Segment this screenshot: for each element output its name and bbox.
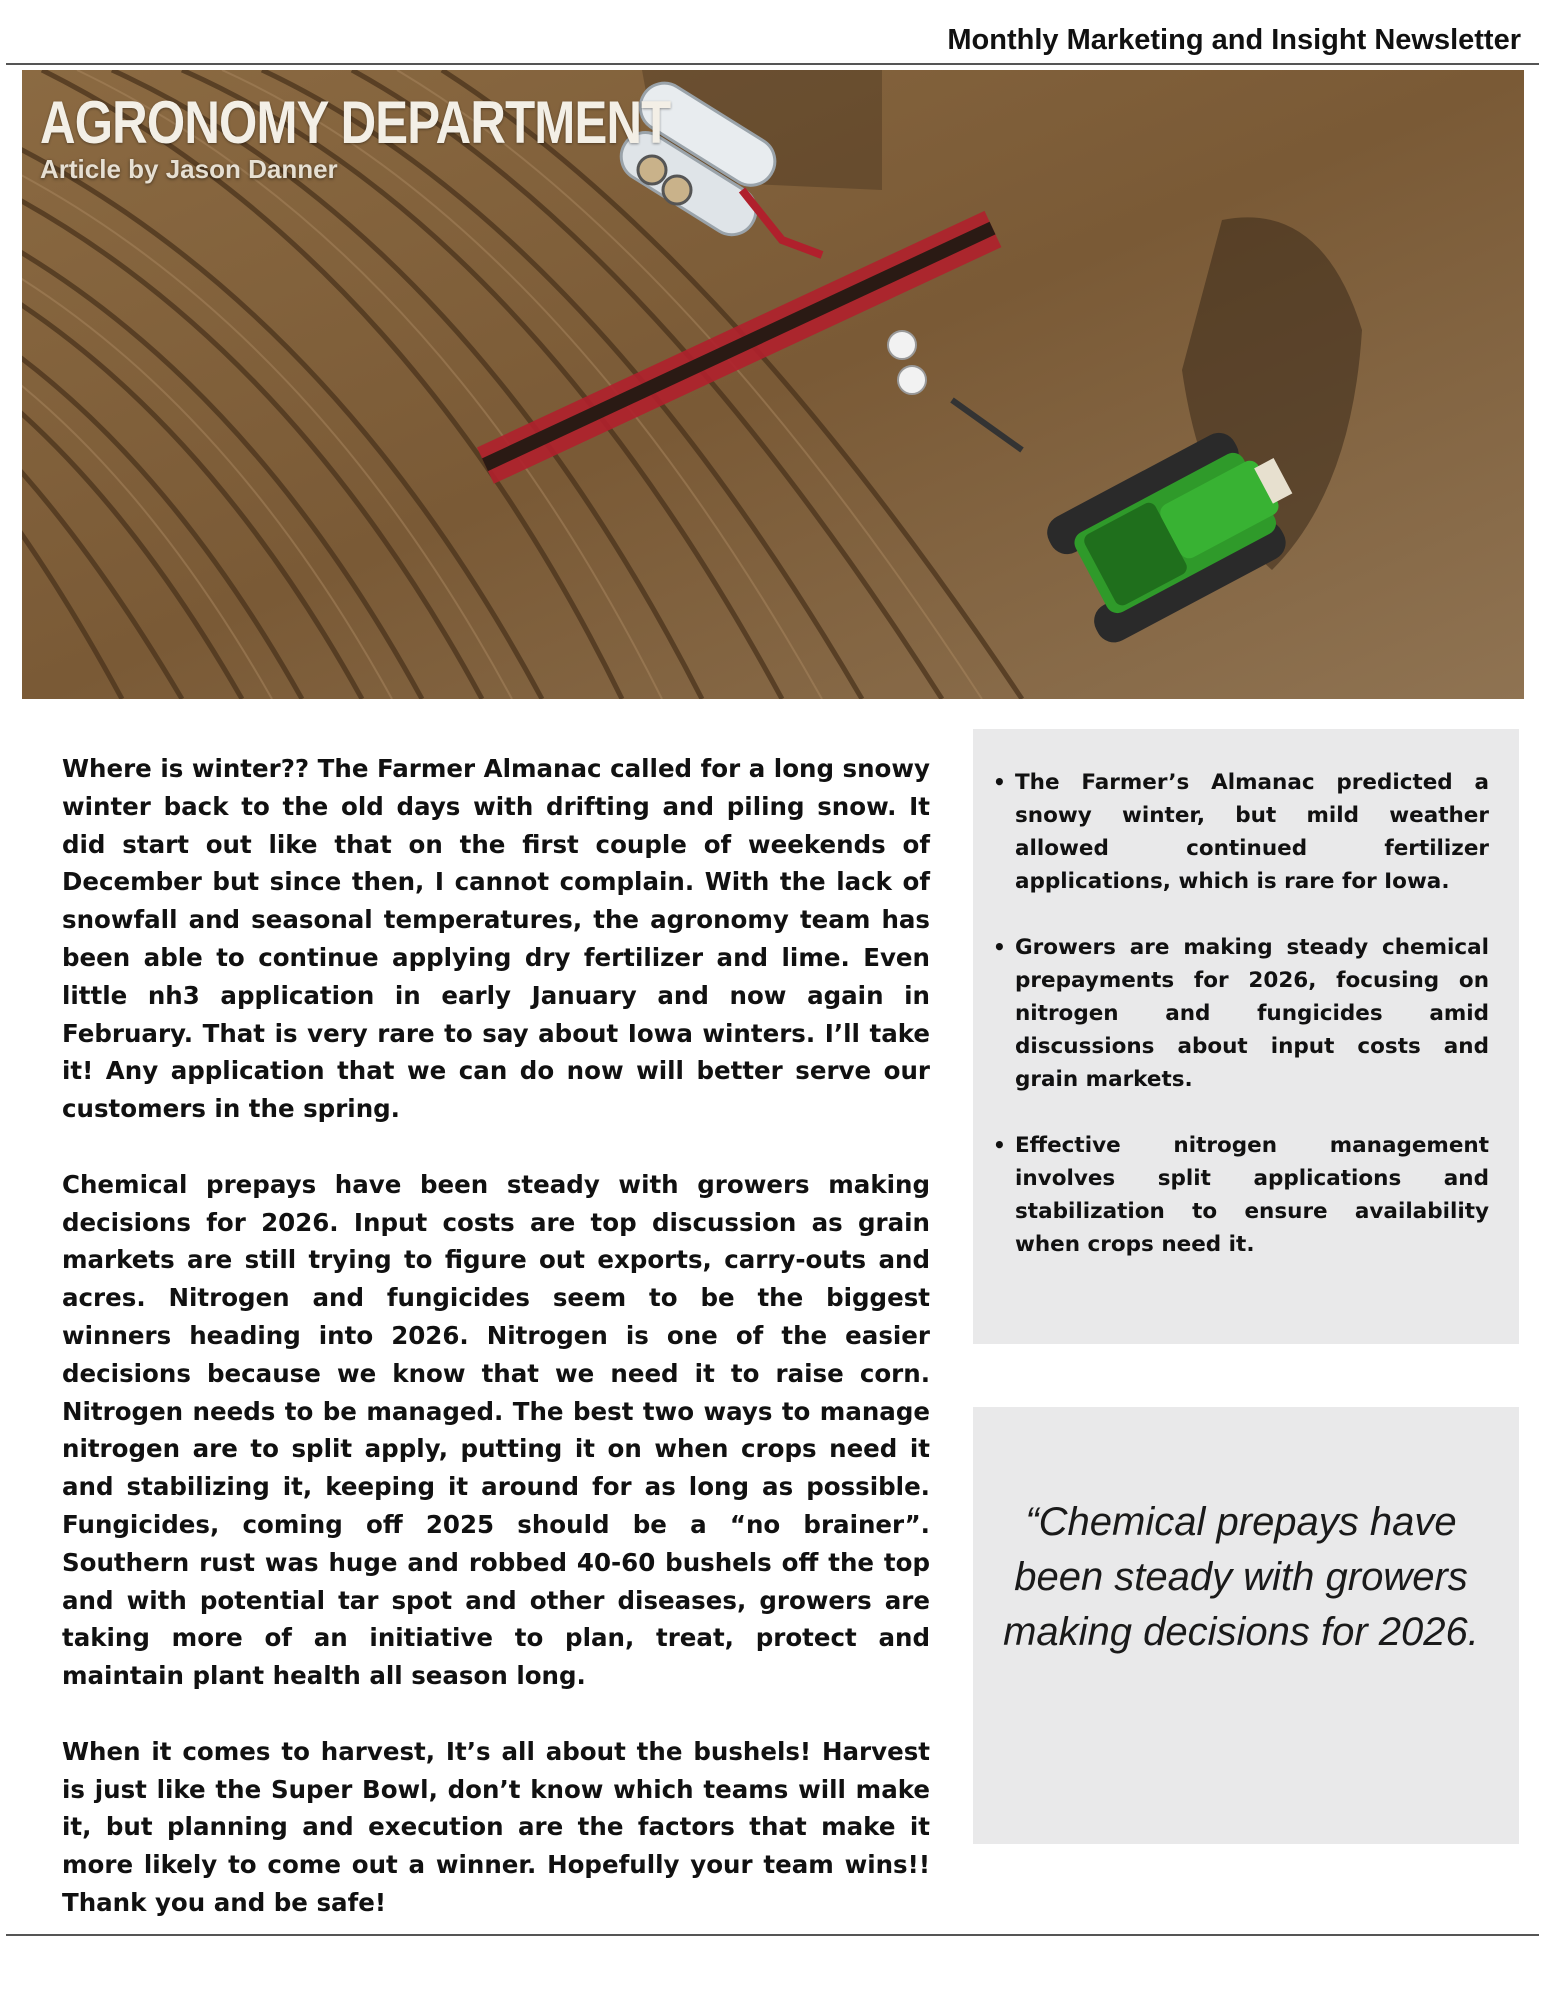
summary-item — [993, 1129, 1489, 1261]
department-heading: AGRONOMY DEPARTMENT — [40, 89, 671, 156]
bullet-icon: • — [993, 770, 1006, 794]
summary-item-text: The Farmer’s Almanac predicted a snowy winter, but mild weather allowed continued fertilizer applications, which is rare for Iowa. — [1015, 770, 1489, 894]
newsletter-title: Monthly Marketing and Insight Newsletter — [947, 24, 1521, 56]
bullet-icon: • — [993, 935, 1006, 959]
hero-image — [22, 70, 1524, 699]
summary-item-text: Growers are making steady chemical prepayments for 2026, focusing on nitrogen and fungicides amid discussions about input costs and grain markets. — [1015, 935, 1489, 1092]
bottom-divider — [6, 1934, 1539, 1936]
article-paragraph: Where is winter?? The Farmer Almanac called for a long snowy winter back to the old days with drifting and piling snow. It did start out like that on the first couple of weekends of December but since then, I cannot complain. With the lack of snowfall and seasonal temperatures, the agronomy team has been able to continue applying dry fertilizer and lime. Even little nh3 application in early January and now again in February. That is very rare to say about Iowa winters. I’ll take it! Any application that we can do now will better serve our customers in the spring. — [62, 754, 930, 1124]
summary-sidebar — [973, 729, 1519, 1344]
pull-quote-box — [973, 1407, 1519, 1844]
summary-item — [993, 931, 1489, 1096]
article-body — [62, 750, 930, 1960]
summary-item — [993, 766, 1489, 898]
summary-list — [973, 729, 1519, 1261]
top-divider — [6, 63, 1539, 65]
bullet-icon: • — [993, 1133, 1006, 1157]
article-paragraph: When it comes to harvest, It’s all about the bushels! Harvest is just like the Super Bowl, don’t know which teams will make it, but planning and execution are the factors that make it more likely to come out a winner. Hopefully your team wins!! Thank you and be safe! — [62, 1736, 930, 1917]
article-paragraph: Chemical prepays have been steady with growers making decisions for 2026. Input costs are top discussion as grain markets are still trying to figure out exports, carry-outs and acres. Nitrogen and fungicides seem to be the biggest winners heading into 2026. Nitrogen is one of the easier decisions because we know that we need it to raise corn. Nitrogen needs to be managed. The best two ways to manage nitrogen are to split apply, putting it on when crops need it and stabilizing it, keeping it around for as long as possible. Fungicides, coming off 2025 should be a “no brainer”. Southern rust was huge and robbed 40-60 bushels off the top and with potential tar spot and other diseases, growers are taking more of an initiative to plan, treat, protect and maintain plant health all season long. — [62, 1169, 930, 1691]
pull-quote: “Chemical prepays have been steady with growers making decisions for 2026. — [1003, 1500, 1479, 1654]
summary-item-text: Effective nitrogen management involves split applications and stabilization to ensure availability when crops need it. — [1015, 1133, 1489, 1257]
article-byline: Article by Jason Danner — [40, 154, 338, 184]
